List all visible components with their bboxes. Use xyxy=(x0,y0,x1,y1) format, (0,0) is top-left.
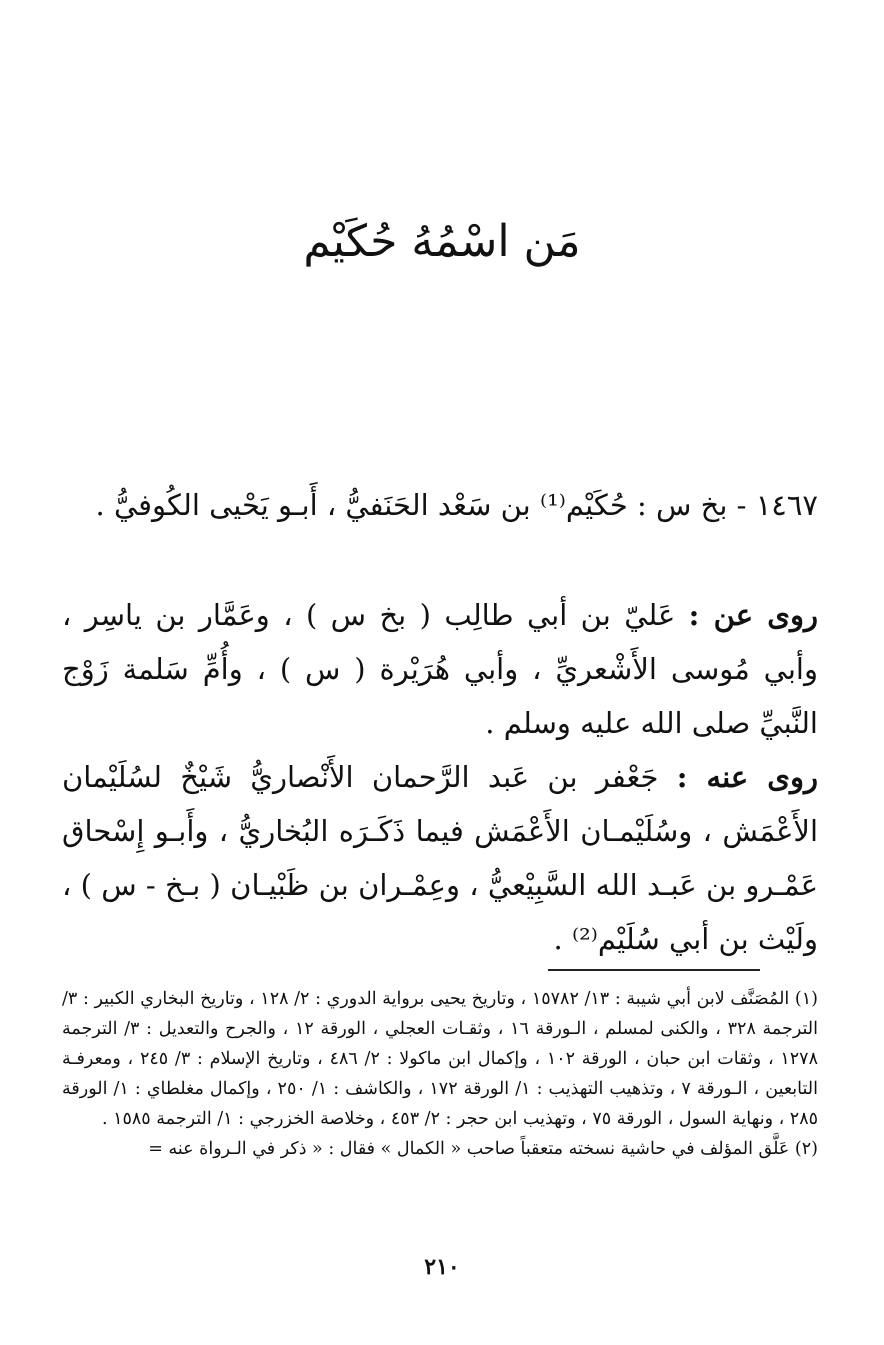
narrated-from-text: عَليّ بن أبي طالِب ( بخ س ) ، وعَمَّار بن ياسِر ، وأبي مُوسى الأَشْعريِّ ، وأبي هُرَيْرة ( س ) ، وأُمِّ سَلمة زَوْج النَّبيِّ صلى الله عليه وسلم . xyxy=(62,598,818,740)
footnote-2: (٢) عَلَّق المؤلف في حاشية نسخته متعقباً صاحب « الكمال » فقال : « ذكر في الـرواة عنه = xyxy=(148,1139,818,1159)
biography-entry-title xyxy=(62,478,818,532)
page-number: ٢١٠ xyxy=(424,1254,460,1280)
entry-title-text: ١٤٦٧ - بخ س : حُكَيْم⁽¹⁾ بن سَعْد الحَنَفيُّ ، أَبـو يَحْيى الكُوفيُّ . xyxy=(95,488,818,522)
footnote-separator xyxy=(548,969,760,971)
narrated-by-paragraph xyxy=(62,750,818,966)
narrated-by-label: روى عنه : xyxy=(676,760,819,794)
footnote-1: (١) المُصَنَّف لابن أبي شيبة : ١٣/ ١٥٧٨٢ ، وتاريخ يحيى برواية الدوري : ٢/ ١٢٨ ، وتاريخ البخاري الكبير : ٣/ الترجمة ٣٢٨ ، والكنى لمسلم ، الـورقة ١٦ ، وثقـات العجلي ، الورقة ١٢ ، والجرح والتعديل : ٣/ الترجمة ١٢٧٨ ، وثقات ابن حبان ، الورقة ١٠٢ ، وإكمال ابن ماكولا : ٢/ ٤٨٦ ، وتاريخ الإسلام : ٣/ ٢٤٥ ، ومعرفـة التابعين ، الـورقة ٧ ، وتذهيب التهذيب : ١/ الورقة ١٧٢ ، والكاشف : ١/ ٢٥٠ ، وإكمال مغلطاي : ١/ الورقة ٢٨٥ ، ونهاية السول ، الورقة ٧٥ ، وتهذيب ابن حجر : ٢/ ٤٥٣ ، وخلاصة الخزرجي : ١/ الترجمة ١٥٨٥ . xyxy=(62,989,818,1129)
footnotes xyxy=(62,984,818,1164)
narrated-by-text: جَعْفر بن عَبد الرَّحمان الأَنْصاريُّ شَيْخٌ لسُلَيْمان الأَعْمَش ، وسُلَيْمـان الأَعْمَش فيما ذَكَـرَه البُخاريُّ ، وأَبـو إِسْحاق عَمْـرو بن عَبـد الله السَّبِيْعيُّ ، وعِمْـران بن ظَبْيـان ( بـخ - س ) ، ولَيْث بن أبي سُلَيْم⁽²⁾ . xyxy=(62,760,818,956)
section-heading: مَن اسْمُهُ حُكَيْم xyxy=(303,216,581,267)
narrated-from-label: روى عن : xyxy=(688,598,819,632)
narrated-from-paragraph xyxy=(62,588,818,750)
